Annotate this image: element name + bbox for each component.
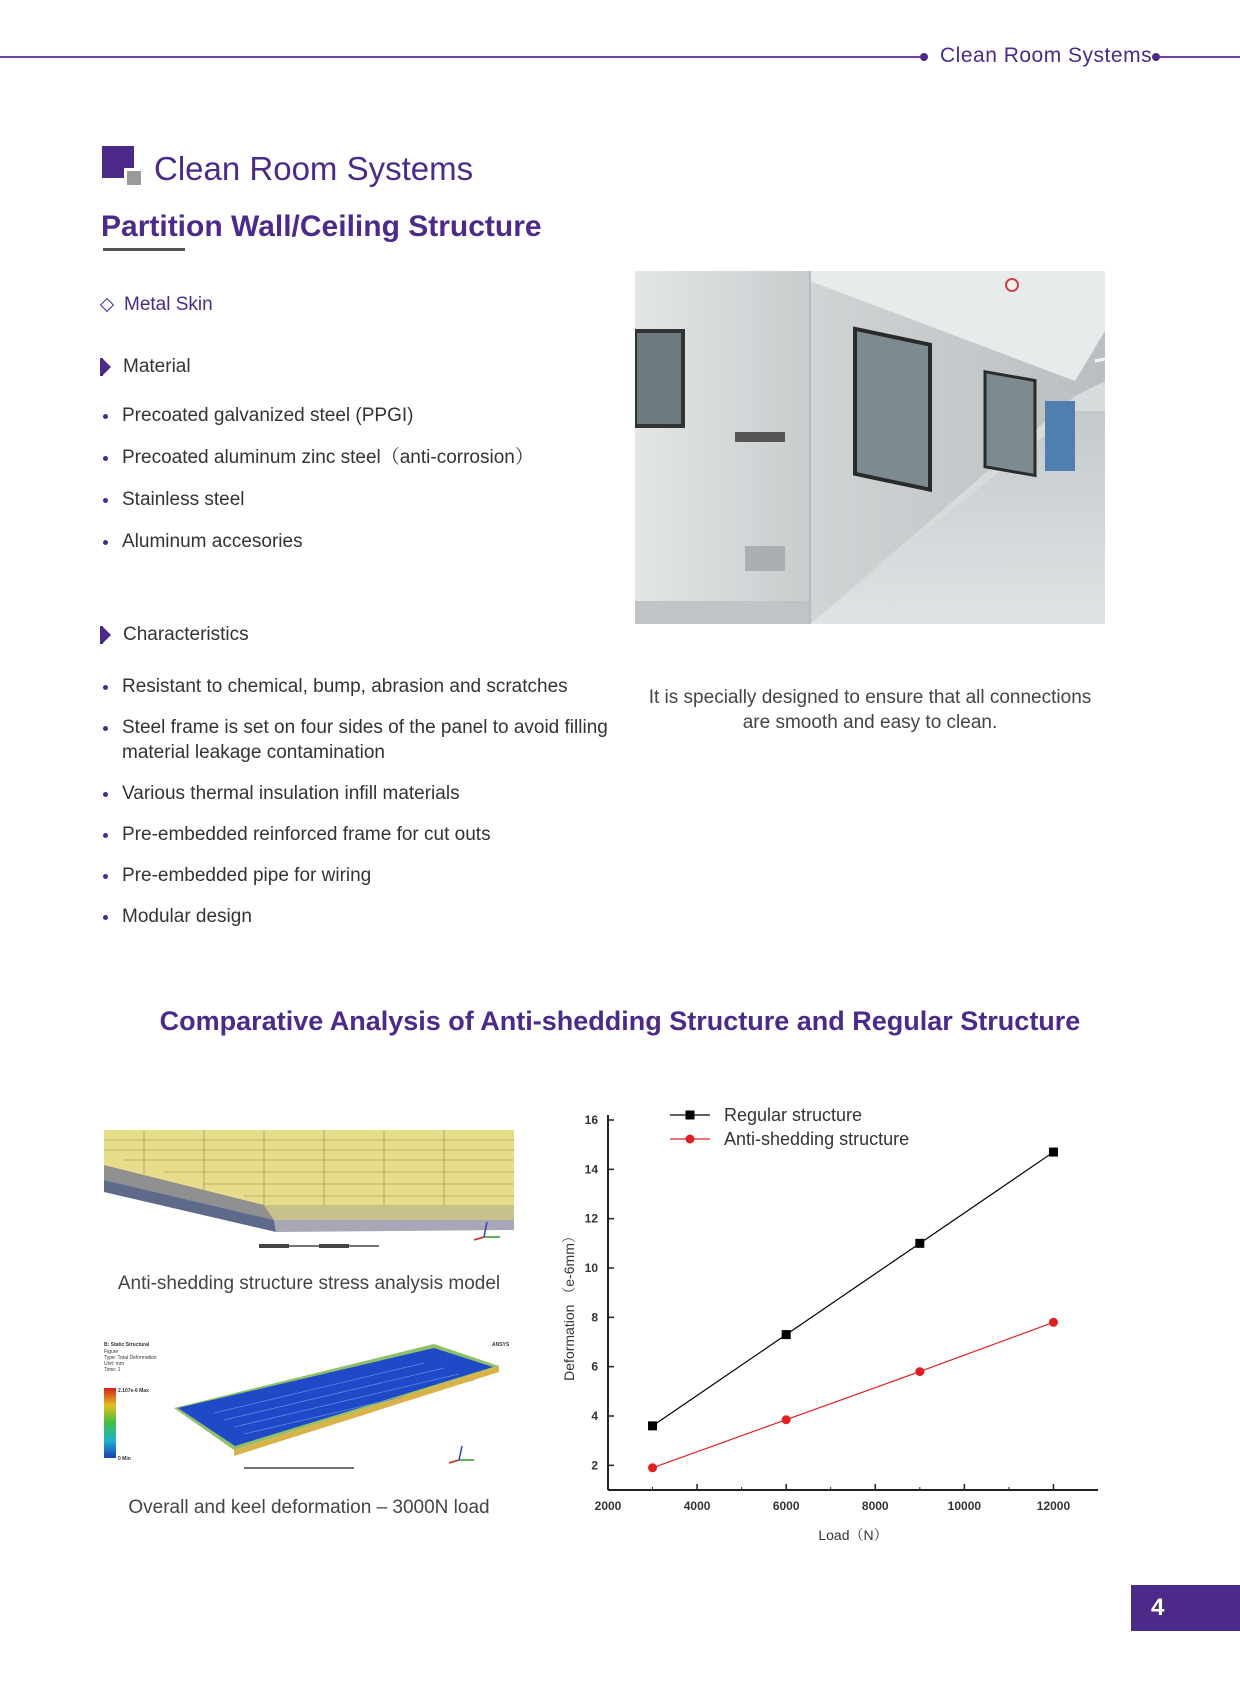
anti-shedding-model-figure — [104, 1120, 514, 1250]
y-tick-label: 12 — [584, 1211, 598, 1226]
metal-skin-heading — [102, 294, 213, 316]
header-rule-left — [0, 56, 920, 58]
list-item: Stainless steel — [102, 487, 622, 512]
data-point — [1049, 1148, 1058, 1157]
characteristics-heading — [102, 624, 249, 646]
diamond-icon — [100, 298, 114, 312]
section-subtitle: Partition Wall/Ceiling Structure — [101, 210, 542, 243]
metal-skin-label: Metal Skin — [124, 294, 213, 315]
y-axis-label: Deformation （e-6mm） — [561, 1229, 577, 1381]
deformation-chart — [550, 1100, 1110, 1550]
header-dot-left — [920, 53, 928, 61]
svg-text:Time: 1: Time: 1 — [104, 1367, 121, 1373]
y-tick-label: 4 — [591, 1409, 598, 1423]
x-tick-label: 10000 — [947, 1499, 982, 1513]
material-list — [102, 403, 622, 571]
data-point — [782, 1330, 791, 1339]
section-logo-accent — [124, 168, 141, 185]
data-point — [915, 1239, 924, 1248]
svg-text:Unit: mm: Unit: mm — [104, 1361, 124, 1367]
header-title: Clean Room Systems — [940, 44, 1153, 67]
y-tick-label: 10 — [584, 1261, 598, 1275]
data-point — [648, 1463, 657, 1472]
characteristics-list — [102, 674, 632, 945]
list-item: Steel frame is set on four sides of the panel to avoid filling material leakage contamination — [102, 715, 632, 765]
deformation-chart-svg — [550, 1100, 1110, 1550]
section-title: Clean Room Systems — [154, 150, 474, 187]
list-item: Pre-embedded pipe for wiring — [102, 863, 632, 888]
list-item: Precoated galvanized steel (PPGI) — [102, 403, 622, 428]
y-tick-label: 16 — [584, 1113, 598, 1127]
list-item: Resistant to chemical, bump, abrasion and scratches — [102, 674, 632, 699]
x-tick-label: 8000 — [861, 1499, 889, 1513]
data-point — [1049, 1318, 1058, 1327]
list-item: Aluminum accesories — [102, 529, 622, 554]
svg-text:Figure: Figure — [104, 1349, 119, 1355]
svg-text:2.107e-6 Max: 2.107e-6 Max — [118, 1388, 149, 1394]
x-tick-label: 12000 — [1036, 1499, 1071, 1513]
x-tick-label: 2000 — [594, 1499, 622, 1513]
comparison-title: Comparative Analysis of Anti-shedding Structure and Regular Structure — [159, 1006, 1081, 1036]
series-line — [653, 1152, 1054, 1426]
y-tick-label: 6 — [591, 1359, 598, 1374]
header-rule-right — [1160, 56, 1240, 58]
data-point — [782, 1415, 791, 1424]
photo-caption: It is specially designed to ensure that all connections are smooth and easy to clean. — [648, 687, 1092, 733]
svg-text:ANSYS: ANSYS — [492, 1342, 510, 1348]
list-item: Precoated aluminum zinc steel（anti-corrosion） — [102, 445, 622, 470]
model2-caption: Overall and keel deformation – 3000N load — [128, 1497, 490, 1518]
legend-label: Anti-shedding structure — [724, 1129, 910, 1149]
model1-caption: Anti-shedding structure stress analysis model — [117, 1273, 501, 1294]
list-item: Pre-embedded reinforced frame for cut outs — [102, 822, 632, 847]
header-dot-right — [1152, 53, 1160, 61]
data-point — [915, 1367, 924, 1376]
y-tick-label: 8 — [591, 1310, 598, 1325]
legend-marker — [686, 1135, 695, 1144]
triangle-marker-icon — [102, 626, 111, 644]
svg-text:B: Static Structural: B: Static Structural — [104, 1342, 150, 1348]
y-tick-label: 2 — [591, 1458, 598, 1473]
list-item: Various thermal insulation infill materials — [102, 781, 632, 806]
y-tick-label: 14 — [584, 1162, 598, 1177]
page-number: 4 — [1131, 1585, 1240, 1631]
triangle-marker-icon — [102, 358, 111, 376]
legend-label: Regular structure — [724, 1105, 863, 1125]
svg-text:Type: Total Deformation: Type: Total Deformation — [104, 1355, 157, 1361]
x-tick-label: 6000 — [772, 1499, 800, 1513]
legend-marker — [686, 1111, 695, 1120]
characteristics-heading-label: Characteristics — [123, 624, 249, 645]
list-item: Modular design — [102, 904, 632, 929]
x-axis-label: Load（N） — [818, 1527, 888, 1543]
data-point — [648, 1421, 657, 1430]
svg-text:0 Min: 0 Min — [118, 1456, 131, 1462]
clean-room-corridor-photo — [635, 271, 1105, 624]
subtitle-underline — [103, 248, 185, 251]
material-heading — [102, 356, 191, 378]
x-tick-label: 4000 — [683, 1499, 711, 1513]
material-heading-label: Material — [123, 356, 191, 377]
deformation-model-figure — [104, 1338, 514, 1478]
series-line — [653, 1322, 1054, 1468]
